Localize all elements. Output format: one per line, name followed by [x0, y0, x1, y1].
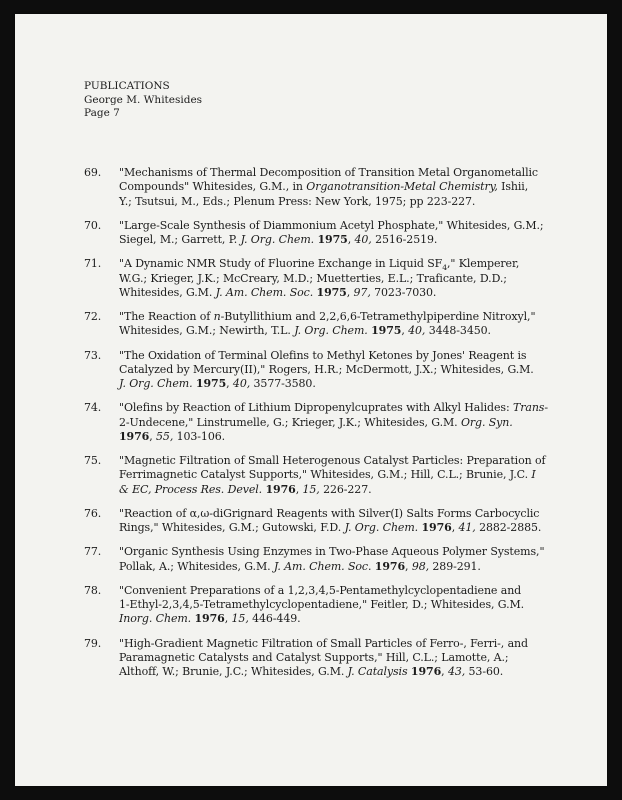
citation-text: 1976	[265, 482, 296, 496]
citation-text: J. Org. Chem.	[119, 377, 193, 391]
citation-text: 1976	[410, 665, 442, 679]
publication-entry	[84, 349, 574, 392]
citation-text: "Reaction of α,ω-diGrignard Reagents with Silver(I) Salts Forms Carbocyclic	[119, 506, 540, 520]
citation-text: Whitesides, G.M.	[119, 285, 216, 299]
citation-text: Compounds" Whitesides, G.M., in	[119, 180, 307, 194]
citation-line	[119, 468, 574, 482]
citation-text: ,	[451, 521, 459, 535]
citation-text: "Organic Synthesis Using Enzymes in Two-Phase Aqueous Polymer Systems,"	[119, 545, 545, 559]
publication-entry	[84, 219, 574, 248]
citation-text: "Mechanisms of Thermal Decomposition of Transition Metal Organometallic	[119, 166, 538, 179]
publication-list	[84, 166, 574, 689]
citation-text: 1975	[195, 377, 227, 391]
citation-text: 1976	[374, 559, 406, 573]
citation-text: Whitesides, G.M.; Newirth, T.L.	[119, 324, 295, 338]
citation-text: 43,	[447, 665, 466, 679]
publication-entry	[84, 401, 574, 444]
citation-line	[119, 454, 574, 468]
citation-text: 1976	[421, 521, 452, 535]
citation-text: 40,	[232, 377, 251, 391]
header-page-number: Page 7	[84, 107, 120, 119]
citation-line	[119, 637, 574, 651]
citation-text: 1-Ethyl-2,3,4,5-Tetramethylcyclopentadiene," Feitler, D.; Whitesides, G.M.	[119, 598, 525, 612]
page-header	[84, 80, 202, 121]
citation-text: I	[531, 468, 536, 482]
citation-text: -Butyllithium and 2,2,6,6-Tetramethylpiperdine Nitroxyl,"	[220, 310, 536, 324]
entry-number: 77.	[84, 545, 102, 559]
citation-text: J. Org. Chem.	[294, 324, 368, 338]
citation-text: 1975	[316, 285, 347, 299]
citation-text: Catalyzed by Mercury(II)," Rogers, H.R.; McDermott, J.X.; Whitesides, G.M.	[119, 362, 534, 376]
citation-text: 1976	[119, 429, 150, 443]
publication-entry	[84, 637, 574, 680]
publication-entry	[84, 310, 574, 339]
citation-text: 7023-7030.	[370, 285, 437, 299]
citation-line	[119, 560, 574, 574]
citation-text: Y.; Tsutsui, M., Eds.; Plenum Press: New York, 1975; pp 223-227.	[119, 194, 476, 208]
citation-text: Rings," Whitesides, G.M.; Gutowski, F.D.	[119, 521, 345, 535]
entry-number: 69.	[84, 166, 102, 179]
citation-line	[119, 272, 574, 286]
citation-text: "The Reaction of	[119, 310, 214, 324]
publication-entry	[84, 166, 574, 209]
citation-text: 3577-3580.	[250, 377, 316, 391]
entry-number: 79.	[84, 636, 102, 650]
citation-text: 2882-2885.	[475, 521, 542, 535]
citation-text: Trans	[512, 401, 545, 415]
citation-text: 4	[442, 263, 447, 273]
citation-line	[119, 166, 574, 180]
citation-text: ,	[149, 429, 157, 443]
citation-text: "Large-Scale Synthesis of Diammonium Acetyl Phosphate," Whitesides, G.M.;	[119, 218, 544, 232]
citation-line	[119, 430, 574, 444]
publication-entry	[84, 454, 574, 497]
citation-text: Pollak, A.; Whitesides, G.M.	[119, 559, 274, 573]
citation-line	[119, 545, 574, 559]
citation-line	[119, 349, 574, 363]
citation-text: 15,	[302, 482, 320, 496]
citation-text: J. Org. Chem.	[240, 233, 315, 247]
citation-line	[119, 377, 574, 391]
citation-text: 41,	[458, 521, 476, 535]
citation-text: 3448-3450.	[425, 324, 491, 338]
citation-text: 2516-2519.	[371, 233, 438, 247]
citation-text: Paramagnetic Catalysts and Catalyst Supports," Hill, C.L.; Lamotte, A.;	[119, 650, 509, 664]
citation-line	[119, 612, 574, 626]
citation-text: 1975	[371, 324, 402, 338]
citation-text: 53-60.	[465, 665, 504, 679]
citation-line	[119, 507, 574, 521]
citation-text: Siegel, M.; Garrett, P.	[119, 233, 241, 247]
citation-text: 289-291.	[429, 559, 481, 573]
citation-text: "The Oxidation of Terminal Olefins to Methyl Ketones by Jones' Reagent is	[119, 348, 527, 362]
citation-text: 15,	[231, 612, 249, 626]
citation-line	[119, 401, 574, 415]
citation-text: 98,	[411, 559, 430, 573]
entry-number: 74.	[84, 401, 102, 415]
citation-line	[119, 257, 574, 271]
publication-entry	[84, 545, 574, 574]
citation-text: J. Am. Chem. Soc.	[215, 285, 314, 299]
citation-text: 2-Undecene," Linstrumelle, G.; Krieger, J.K.; Whitesides, G.M.	[119, 415, 461, 429]
citation-text: ,	[295, 482, 303, 496]
citation-text: Ishii,	[497, 180, 529, 194]
entry-number: 78.	[84, 583, 102, 597]
citation-text: W.G.; Krieger, J.K.; McCreary, M.D.; Muetterties, E.L.; Traficante, D.D.;	[119, 271, 507, 285]
citation-text: ,	[401, 324, 409, 338]
entry-number: 75.	[84, 454, 102, 468]
citation-text: 226-227.	[319, 482, 372, 496]
citation-line	[119, 310, 574, 324]
citation-text: ," Klemperer,	[447, 257, 520, 271]
document-page	[15, 14, 607, 786]
citation-text: 1975	[317, 233, 348, 247]
citation-line	[119, 180, 574, 194]
citation-text: ,	[441, 665, 448, 679]
citation-line	[119, 598, 574, 612]
citation-line	[119, 521, 574, 535]
citation-text: ,	[405, 559, 412, 573]
citation-text: ,	[226, 377, 233, 391]
entry-number: 71.	[84, 257, 102, 271]
citation-text: J. Org. Chem.	[344, 521, 419, 535]
publication-entry	[84, 584, 574, 627]
citation-text: Ferrimagnetic Catalyst Supports," Whitesides, G.M.; Hill, C.L.; Brunie, J.C.	[119, 468, 532, 482]
entry-number: 72.	[84, 310, 102, 324]
citation-text: J. Catalysis	[347, 665, 408, 679]
citation-text: 40,	[354, 233, 372, 247]
citation-text: & EC, Process Res. Devel.	[119, 482, 263, 496]
citation-text: Organotransition-Metal Chemistry,	[306, 180, 498, 194]
citation-line	[119, 416, 574, 430]
citation-text: ,	[347, 233, 355, 247]
header-title: PUBLICATIONS	[84, 80, 170, 92]
citation-text: J. Am. Chem. Soc.	[273, 559, 372, 573]
citation-text: "A Dynamic NMR Study of Fluorine Exchange in Liquid SF	[119, 257, 443, 271]
citation-text: 97,	[353, 285, 371, 299]
header-author: George M. Whitesides	[84, 93, 203, 106]
citation-text: Inorg. Chem.	[119, 612, 192, 626]
citation-text: 55,	[156, 429, 174, 443]
citation-line	[119, 219, 574, 233]
citation-text: ,	[224, 612, 232, 626]
citation-text: "Magnetic Filtration of Small Heterogenous Catalyst Particles: Preparation of	[119, 454, 546, 468]
citation-text: "High-Gradient Magnetic Filtration of Small Particles of Ferro-, Ferri-, and	[119, 636, 528, 650]
entry-number: 73.	[84, 348, 102, 362]
citation-text: Org. Syn.	[460, 415, 513, 429]
citation-line	[119, 286, 574, 300]
citation-text: 1976	[194, 612, 225, 626]
citation-text: n	[213, 310, 221, 324]
citation-text: "Olefins by Reaction of Lithium Dipropenylcuprates with Alkyl Halides:	[119, 401, 513, 415]
citation-line	[119, 483, 574, 497]
citation-line	[119, 665, 574, 679]
publication-entry	[84, 507, 574, 536]
citation-text: 103-106.	[173, 429, 226, 443]
citation-line	[119, 651, 574, 665]
entry-number: 70.	[84, 218, 102, 232]
citation-text: 446-449.	[248, 612, 301, 626]
citation-line	[119, 584, 574, 598]
citation-line	[119, 324, 574, 338]
citation-text: 40,	[408, 324, 426, 338]
publication-entry	[84, 257, 574, 300]
citation-text: "Convenient Preparations of a 1,2,3,4,5-Pentamethylcyclopentadiene and	[119, 583, 522, 597]
citation-text: ,	[346, 285, 354, 299]
citation-text: -	[544, 401, 548, 415]
entry-number: 76.	[84, 506, 102, 520]
citation-line	[119, 233, 574, 247]
citation-line	[119, 363, 574, 377]
citation-line	[119, 195, 574, 209]
citation-text: Althoff, W.; Brunie, J.C.; Whitesides, G.M.	[119, 665, 348, 679]
